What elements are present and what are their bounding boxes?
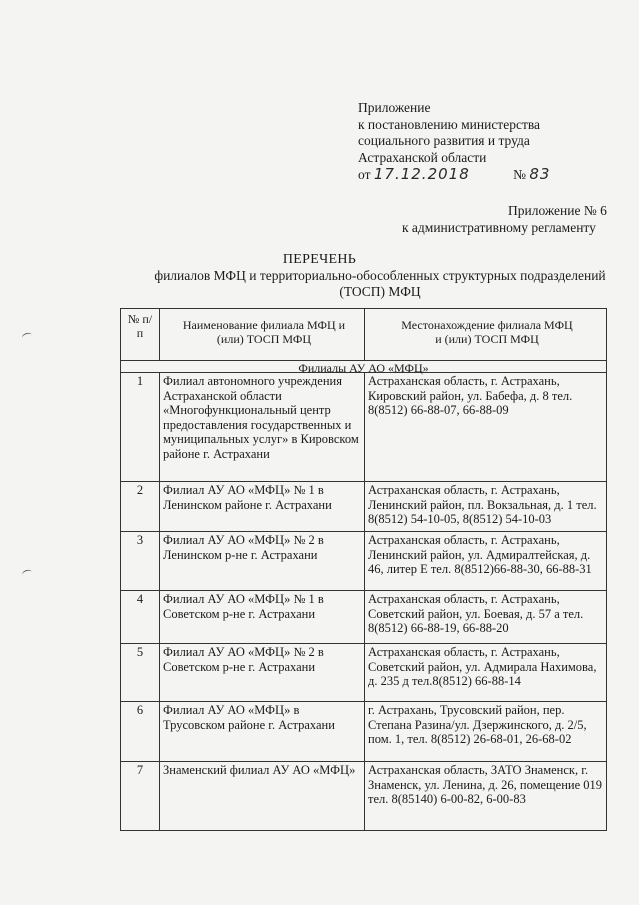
row-address: Астраханская область, г. Астрахань, Ленинский район, пл. Вокзальная, д. 1 тел. 8(8512) 54-10-05, 8(8512) 54-10-03	[368, 483, 597, 527]
appendix-line: Астраханской области	[358, 149, 487, 165]
row-address: Астраханская область, г. Астрахань, Ленинский район, ул. Адмиралтейская, д. 46, литер Е тел. 8(8512)66-88-30, 66-88-31	[368, 533, 592, 577]
section-title: Филиалы АУ АО «МФЦ»	[298, 361, 429, 375]
margin-mark	[21, 569, 33, 579]
appendix-header	[358, 100, 550, 184]
row-num: 4	[136, 592, 144, 606]
row-name: Филиал АУ АО «МФЦ» № 2 в Ленинском р-не г. Астрахани	[163, 533, 324, 562]
row-name: Филиал АУ АО «МФЦ» в Трусовском районе г. Астрахани	[163, 703, 335, 732]
header-num: № п/п	[127, 312, 153, 340]
header-address: Местонахождение филиала МФЦ и (или) ТОСП МФЦ	[401, 318, 573, 346]
appendix-6-title: Приложение № 6	[508, 203, 607, 218]
row-num: 1	[136, 374, 144, 388]
row-name: Филиал АУ АО «МФЦ» № 1 в Ленинском районе г. Астрахани	[163, 483, 332, 512]
handwritten-date: 17.12.2018	[373, 165, 470, 183]
row-address: Астраханская область, ЗАТО Знаменск, г. Знаменск, ул. Ленина, д. 26, помещение 019 тел. 8(85140) 6-00-82, 6-00-83	[368, 763, 603, 807]
header-name: Наименование филиала МФЦ и (или) ТОСП МФЦ	[182, 318, 346, 346]
row-name: Филиал АУ АО «МФЦ» № 1 в Советском р-не г. Астрахани	[163, 592, 324, 621]
date-number-line	[358, 166, 550, 184]
appendix-line: к постановлению министерства	[358, 116, 541, 132]
appendix-6-subtitle: к административному регламенту	[402, 219, 596, 235]
appendix-line: социального развития и труда	[358, 133, 530, 148]
date-prefix: от	[358, 167, 371, 182]
row-num: 5	[136, 645, 144, 659]
row-name: Филиал АУ АО «МФЦ» № 2 в Советском р-не г. Астрахани	[163, 645, 324, 674]
row-address: Астраханская область, г. Астрахань, Кировский район, ул. Бабефа, д. 8 тел. 8(8512) 66-88-07, 66-88-09	[368, 374, 573, 418]
document-subtitle: филиалов МФЦ и территориально-обособленных структурных подразделений (ТОСП) МФЦ	[154, 268, 606, 299]
branches-table	[120, 308, 607, 831]
row-num: 3	[136, 533, 144, 547]
row-name: Филиал автономного учреждения Астраханской области «Многофункциональный центр предоставления государственных и муниципальных услуг» в Кировском районе г. Астрахани	[163, 374, 359, 461]
row-address: г. Астрахань, Трусовский район, пер. Степана Разина/ул. Дзержинского, д. 2/5, пом. 1, тел. 8(8512) 26-68-01, 26-68-02	[368, 703, 587, 747]
document-title: ПЕРЕЧЕНЬ	[282, 252, 357, 267]
appendix-6-header	[402, 203, 607, 236]
number-prefix: №	[513, 167, 527, 182]
row-num: 7	[136, 763, 144, 777]
row-num: 2	[136, 483, 144, 497]
row-address: Астраханская область, г. Астрахань, Советский район, ул. Адмирала Нахимова, д. 235 д тел.8(8512) 66-88-14	[368, 645, 597, 689]
row-address: Астраханская область, г. Астрахань, Советский район, ул. Боевая, д. 57 а тел. 8(8512) 66-88-19, 66-88-20	[368, 592, 584, 636]
appendix-line: Приложение	[358, 100, 431, 115]
row-num: 6	[136, 703, 144, 717]
row-name: Знаменский филиал АУ АО «МФЦ»	[163, 763, 356, 777]
handwritten-number: 83	[529, 165, 551, 183]
margin-mark	[21, 332, 33, 342]
